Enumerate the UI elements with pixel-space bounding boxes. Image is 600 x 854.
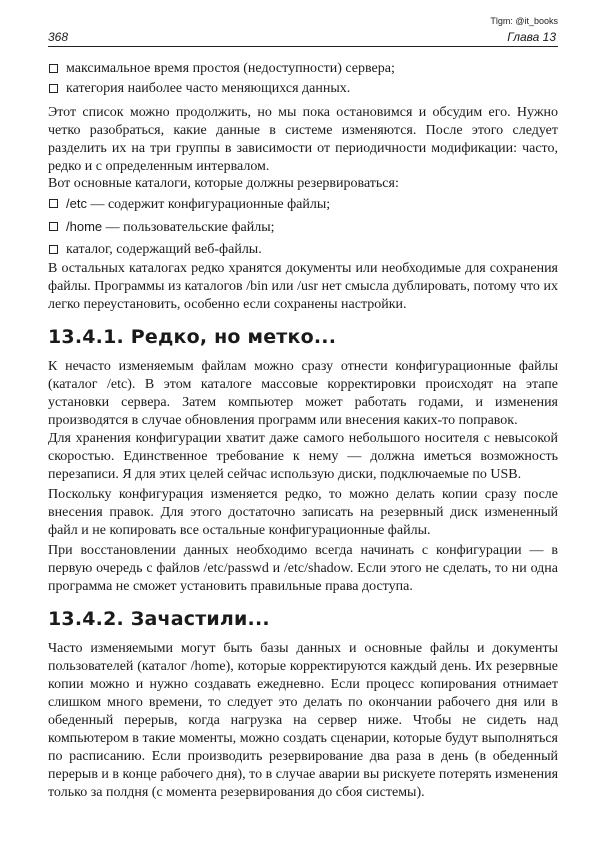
list-item-text: — пользовательские файлы;: [102, 220, 275, 235]
section-heading: 13.4.2. Зачастили...: [48, 608, 270, 630]
paragraph: Часто изменяемыми могут быть базы данных и основные файлы и документы пользователей (каталог /home), которые корректируются каждый день. Их резервные копии можно и нужно создавать ежедневно. Если процесс копирования отнимает слишком много времени, то следует это делать по окончании рабочего дня или в обеденный перерыв, когда нагрузка на сервер ниже. Чтобы не сидеть над компьютером в такие моменты, можно создать сценарии, которые будут выполняться по расписанию. Если производить резервирование два раза в день (в обеденный перерыв и в конце рабочего дня), то в случае аварии вы рискуете потерять изменения только за полдня (с момента резервирования до сбоя системы).: [48, 641, 559, 800]
list-item-text: каталог, содержащий веб-файлы.: [66, 242, 262, 257]
directory-path: /home: [66, 219, 103, 234]
paragraph: К нечасто изменяемым файлам можно сразу отнести конфигурационные файлы (каталог /etc). В этом каталоге массовые корректировки происходят на этапе установки сервера. Затем компьютер может работать годами, и изменения производятся в случае обновления программ или внесения каких-то поправок.: [48, 359, 558, 428]
directory-path: /etc: [66, 196, 87, 211]
watermark: Tlgm: @it_books: [490, 16, 558, 26]
bullet-list-directories: [48, 195, 558, 259]
list-item-text: — содержит конфигурационные файлы;: [86, 197, 331, 212]
checkbox-bullet-icon: [49, 84, 58, 93]
page-header: [48, 28, 558, 47]
page-number: 368: [48, 30, 69, 44]
chapter-title: Глава 13: [507, 30, 556, 44]
list-item: [48, 60, 558, 78]
checkbox-bullet-icon: [49, 64, 58, 73]
list-item: [48, 218, 558, 237]
list-item: [48, 241, 558, 259]
paragraph: Вот основные каталоги, которые должны резервироваться:: [48, 176, 399, 191]
checkbox-bullet-icon: [49, 199, 58, 208]
section-heading: 13.4.1. Редко, но метко...: [48, 326, 337, 348]
bullet-list-top: [48, 60, 558, 98]
paragraph: При восстановлении данных необходимо всегда начинать с конфигурации — в первую очередь с файлов /etc/passwd и /etc/shadow. Если этого не сделать, то ни одна программа не сможет установить правильные права доступа.: [48, 543, 558, 594]
checkbox-bullet-icon: [49, 245, 58, 254]
checkbox-bullet-icon: [49, 222, 58, 231]
paragraph: В остальных каталогах редко хранятся документы или необходимые для сохранения файлы. Программы из каталогов /bin или /usr нет смысла дублировать, потому что их легко переустановить, особенно если сохранены настройки.: [48, 261, 558, 312]
paragraph: Поскольку конфигурация изменяется редко, то можно делать копии сразу после внесения правок. Для этого достаточно записать на резервный диск измененный файл и не копировать все остальные конфигурационные файлы.: [48, 487, 558, 538]
paragraph: Для хранения конфигурации хватит даже самого небольшого носителя с невысокой скоростью. Единственное требование к нему — должна иметься возможность перезаписи. Я для этих целей сейчас использую диски, подключаемые по USB.: [48, 431, 558, 482]
list-item: [48, 195, 558, 214]
paragraph: Этот список можно продолжить, но мы пока остановимся и обсудим его. Нужно четко разобраться, какие данные в системе изменяются. После этого следует разделить их на три группы в зависимости от периодичности модификации: часто, редко и с определенным интервалом.: [48, 105, 558, 174]
list-item: [48, 80, 558, 98]
list-item-text: максимальное время простоя (недоступности) сервера;: [66, 61, 395, 76]
list-item-text: категория наиболее часто меняющихся данных.: [66, 81, 351, 96]
